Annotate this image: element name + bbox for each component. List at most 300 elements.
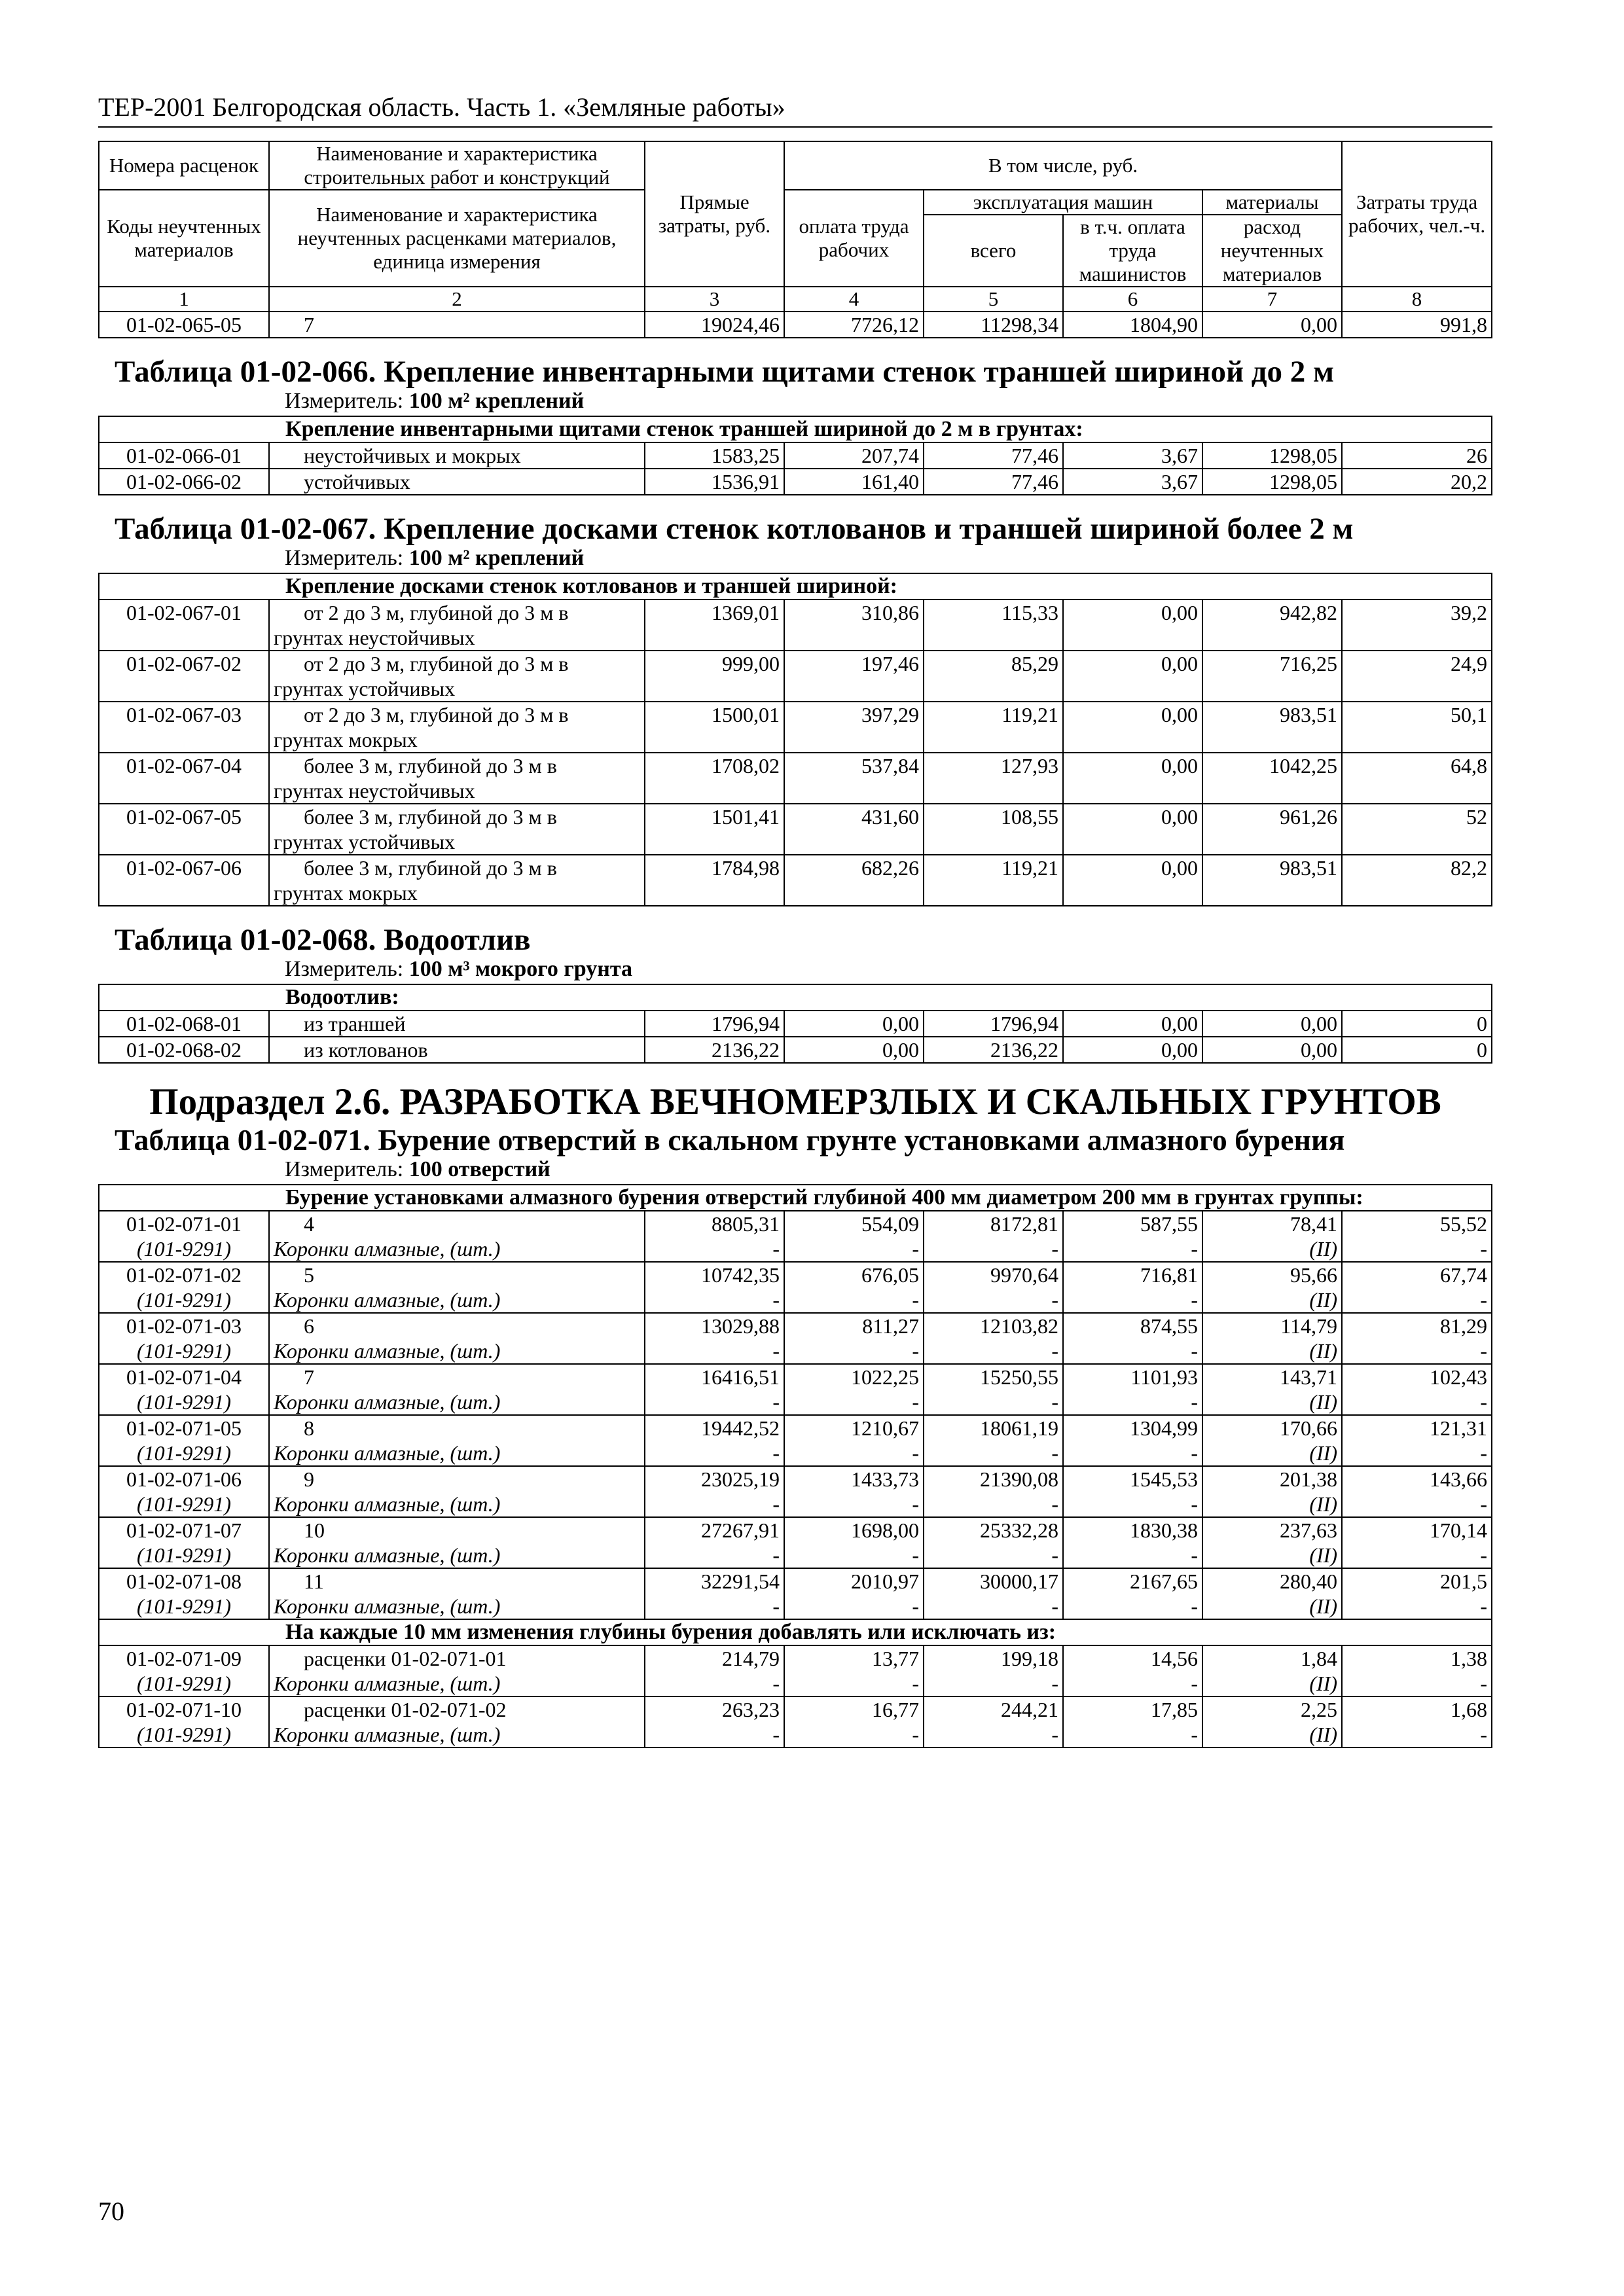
material-name: Коронки алмазные, (шт.): [269, 1390, 645, 1415]
material-usage: 0,00: [1202, 1037, 1342, 1063]
machines-total: 8172,81: [924, 1211, 1063, 1236]
material-usage: 1298,05: [1202, 442, 1342, 469]
material-usage: 961,26: [1202, 804, 1342, 855]
worker-pay: 537,84: [784, 753, 924, 804]
col-labor-hours: Затраты труда рабочих, чел.-ч.: [1342, 141, 1492, 287]
material-usage: 983,51: [1202, 702, 1342, 753]
table-row: [99, 600, 1492, 651]
material-usage: 170,66: [1202, 1415, 1342, 1441]
labor-hours: 102,43: [1342, 1364, 1492, 1390]
labor-hours: 24,9: [1342, 651, 1492, 702]
measure-unit: [99, 1155, 1492, 1185]
direct-cost: 32291,54: [645, 1568, 784, 1594]
labor-hours: 121,31: [1342, 1415, 1492, 1441]
machines-total: 77,46: [924, 469, 1063, 495]
col-including: В том числе, руб.: [784, 141, 1342, 190]
dash: -: [784, 1594, 924, 1619]
table-row: [99, 1466, 1492, 1492]
direct-cost: 8805,31: [645, 1211, 784, 1236]
section-row: [99, 1185, 1492, 1211]
rate-name-line-1: более 3 м, глубиной до 3 м в: [304, 754, 557, 778]
material-usage: 143,71: [1202, 1364, 1342, 1390]
material-usage: 0,00: [1202, 1011, 1342, 1037]
rate-name: [269, 804, 645, 855]
rate-name: 7: [269, 1364, 645, 1390]
table-row: [99, 1415, 1492, 1441]
worker-pay: 431,60: [784, 804, 924, 855]
measure-unit: [99, 387, 1492, 416]
direct-cost: 19442,52: [645, 1415, 784, 1441]
dash: -: [924, 1594, 1063, 1619]
rate-code: 01-02-071-06: [99, 1466, 269, 1492]
material-class: (II): [1202, 1671, 1342, 1696]
machinist-pay: 0,00: [1063, 702, 1202, 753]
rate-name: из котлованов: [269, 1037, 645, 1063]
dash: -: [784, 1338, 924, 1364]
dash: -: [924, 1236, 1063, 1262]
material-usage: 280,40: [1202, 1568, 1342, 1594]
material-usage: 2,25: [1202, 1696, 1342, 1722]
measure-label: Измеритель:: [285, 389, 404, 413]
rate-code: 01-02-071-02: [99, 1262, 269, 1287]
dash: -: [924, 1543, 1063, 1568]
table-row: [99, 1696, 1492, 1722]
rates-table: [98, 141, 1492, 1748]
rate-code: 01-02-071-05: [99, 1415, 269, 1441]
table-row: [99, 469, 1492, 495]
dash: -: [1063, 1236, 1202, 1262]
direct-cost: 10742,35: [645, 1262, 784, 1287]
material-name: Коронки алмазные, (шт.): [269, 1338, 645, 1364]
col-num-7: 7: [1202, 287, 1342, 312]
worker-pay: 16,77: [784, 1696, 924, 1722]
col-material-names: Наименование и характеристика неучтенных расценками материалов, единица измерения: [269, 190, 645, 287]
machines-total: 2136,22: [924, 1037, 1063, 1063]
dash: -: [784, 1492, 924, 1517]
worker-pay: 13,77: [784, 1645, 924, 1671]
measure-row: [99, 544, 1492, 573]
worker-pay: 207,74: [784, 442, 924, 469]
subsection-heading: [99, 1063, 1492, 1124]
rate-name: [269, 855, 645, 906]
col-direct-costs: Прямые затраты, руб.: [645, 141, 784, 287]
rate-code: 01-02-071-03: [99, 1313, 269, 1338]
worker-pay: 811,27: [784, 1313, 924, 1338]
material-row: [99, 1236, 1492, 1262]
col-num-2: 2: [269, 287, 645, 312]
material-name: Коронки алмазные, (шт.): [269, 1722, 645, 1748]
material-usage: 942,82: [1202, 600, 1342, 651]
dash: -: [645, 1390, 784, 1415]
material-code: (101-9291): [99, 1338, 269, 1364]
rate-code: 01-02-067-03: [99, 702, 269, 753]
machines-total: 119,21: [924, 855, 1063, 906]
rate-name: 8: [269, 1415, 645, 1441]
rate-name-line-2: грунтах устойчивых: [274, 830, 456, 853]
material-code: (101-9291): [99, 1594, 269, 1619]
rate-code: 01-02-066-02: [99, 469, 269, 495]
machines-total: 115,33: [924, 600, 1063, 651]
machines-total: 1796,94: [924, 1011, 1063, 1037]
worker-pay: 2010,97: [784, 1568, 924, 1594]
table-title-066: [99, 338, 1492, 387]
material-class: (II): [1202, 1287, 1342, 1313]
rate-name-line-2: грунтах неустойчивых: [274, 779, 475, 802]
direct-cost: 1500,01: [645, 702, 784, 753]
table-title-067: [99, 495, 1492, 544]
machines-total: 9970,64: [924, 1262, 1063, 1287]
material-class: (II): [1202, 1441, 1342, 1466]
measure-unit: [99, 544, 1492, 573]
machinist-pay: 1545,53: [1063, 1466, 1202, 1492]
dash: -: [1342, 1543, 1492, 1568]
machinist-pay: 3,67: [1063, 442, 1202, 469]
table-row: [99, 702, 1492, 753]
dash: -: [1342, 1390, 1492, 1415]
table-row: [99, 753, 1492, 804]
section-row: [99, 984, 1492, 1011]
col-material-usage: расход неучтенных материалов: [1202, 215, 1342, 287]
machinist-pay: 1101,93: [1063, 1364, 1202, 1390]
worker-pay: 1433,73: [784, 1466, 924, 1492]
worker-pay: 197,46: [784, 651, 924, 702]
section-heading: На каждые 10 мм изменения глубины бурения добавлять или исключать из:: [99, 1619, 1492, 1645]
document-page: [98, 92, 1499, 1748]
table-row: [99, 1037, 1492, 1063]
rate-code: 01-02-066-01: [99, 442, 269, 469]
rate-code: 01-02-071-07: [99, 1517, 269, 1543]
rate-code: 01-02-071-04: [99, 1364, 269, 1390]
measure-row: [99, 387, 1492, 416]
material-code: (101-9291): [99, 1722, 269, 1748]
machinist-pay: 0,00: [1063, 1037, 1202, 1063]
measure-row: [99, 955, 1492, 984]
material-usage: 114,79: [1202, 1313, 1342, 1338]
dash: -: [1342, 1492, 1492, 1517]
col-material-codes: Коды неучтенных материалов: [99, 190, 269, 287]
material-row: [99, 1287, 1492, 1313]
material-name: Коронки алмазные, (шт.): [269, 1236, 645, 1262]
direct-cost: 13029,88: [645, 1313, 784, 1338]
dash: -: [784, 1722, 924, 1748]
dash: -: [784, 1236, 924, 1262]
dash: -: [645, 1492, 784, 1517]
dash: -: [924, 1390, 1063, 1415]
labor-hours: 1,68: [1342, 1696, 1492, 1722]
material-name: Коронки алмазные, (шт.): [269, 1441, 645, 1466]
machinist-pay: 587,55: [1063, 1211, 1202, 1236]
rate-name: [269, 702, 645, 753]
material-name: Коронки алмазные, (шт.): [269, 1287, 645, 1313]
rate-code: 01-02-071-10: [99, 1696, 269, 1722]
dash: -: [1342, 1338, 1492, 1364]
machinist-pay: 17,85: [1063, 1696, 1202, 1722]
dash: -: [1063, 1671, 1202, 1696]
measure-value: 100 отверстий: [408, 1157, 550, 1181]
dash: -: [645, 1671, 784, 1696]
material-class: (II): [1202, 1338, 1342, 1364]
col-worker-pay: оплата труда рабочих: [784, 190, 924, 287]
machinist-pay: 2167,65: [1063, 1568, 1202, 1594]
dash: -: [1342, 1441, 1492, 1466]
machines-total: 244,21: [924, 1696, 1063, 1722]
col-num-3: 3: [645, 287, 784, 312]
labor-hours: 201,5: [1342, 1568, 1492, 1594]
dash: -: [1342, 1287, 1492, 1313]
material-code: (101-9291): [99, 1287, 269, 1313]
rate-code: 01-02-067-04: [99, 753, 269, 804]
machinist-pay: 0,00: [1063, 1011, 1202, 1037]
dash: -: [784, 1441, 924, 1466]
material-name: Коронки алмазные, (шт.): [269, 1543, 645, 1568]
worker-pay: 0,00: [784, 1011, 924, 1037]
rate-name-line-2: грунтах устойчивых: [274, 677, 456, 700]
machines-total: 199,18: [924, 1645, 1063, 1671]
material-usage: 983,51: [1202, 855, 1342, 906]
rate-name: [269, 651, 645, 702]
measure-row: [99, 1155, 1492, 1185]
material-row: [99, 1594, 1492, 1619]
machines-total: 11298,34: [924, 312, 1063, 338]
table-title-067-text: Таблица 01-02-067. Крепление досками стенок котлованов и траншей шириной более 2 м: [115, 512, 1354, 546]
machinist-pay: 716,81: [1063, 1262, 1202, 1287]
rate-code: 01-02-067-01: [99, 600, 269, 651]
material-class: (II): [1202, 1390, 1342, 1415]
subsection-title: Подраздел 2.6. РАЗРАБОТКА ВЕЧНОМЕРЗЛЫХ И СКАЛЬНЫХ ГРУНТОВ: [149, 1081, 1441, 1122]
labor-hours: 55,52: [1342, 1211, 1492, 1236]
dash: -: [784, 1287, 924, 1313]
material-row: [99, 1390, 1492, 1415]
labor-hours: 81,29: [1342, 1313, 1492, 1338]
machinist-pay: 0,00: [1063, 804, 1202, 855]
labor-hours: 50,1: [1342, 702, 1492, 753]
material-code: (101-9291): [99, 1671, 269, 1696]
labor-hours: 0: [1342, 1037, 1492, 1063]
col-rate-numbers: Номера расценок: [99, 141, 269, 190]
worker-pay: 1210,67: [784, 1415, 924, 1441]
material-class: (II): [1202, 1594, 1342, 1619]
direct-cost: 263,23: [645, 1696, 784, 1722]
rate-name: 10: [269, 1517, 645, 1543]
machinist-pay: 14,56: [1063, 1645, 1202, 1671]
rate-name: 9: [269, 1466, 645, 1492]
machinist-pay: 1804,90: [1063, 312, 1202, 338]
direct-cost: 1369,01: [645, 600, 784, 651]
dash: -: [1063, 1287, 1202, 1313]
dash: -: [1063, 1492, 1202, 1517]
rate-code: 01-02-068-01: [99, 1011, 269, 1037]
material-row: [99, 1492, 1492, 1517]
labor-hours: 64,8: [1342, 753, 1492, 804]
labor-hours: 39,2: [1342, 600, 1492, 651]
material-row: [99, 1338, 1492, 1364]
direct-cost: 16416,51: [645, 1364, 784, 1390]
material-usage: 1,84: [1202, 1645, 1342, 1671]
labor-hours: 143,66: [1342, 1466, 1492, 1492]
direct-cost: 214,79: [645, 1645, 784, 1671]
direct-cost: 23025,19: [645, 1466, 784, 1492]
dash: -: [645, 1441, 784, 1466]
worker-pay: 682,26: [784, 855, 924, 906]
rate-name: расценки 01-02-071-01: [269, 1645, 645, 1671]
machines-total: 85,29: [924, 651, 1063, 702]
dash: -: [1063, 1338, 1202, 1364]
machinist-pay: 874,55: [1063, 1313, 1202, 1338]
rate-name-line-2: грунтах мокрых: [274, 728, 418, 751]
table-row: [99, 1313, 1492, 1338]
rate-name: [269, 753, 645, 804]
table-row: [99, 1364, 1492, 1390]
material-row: [99, 1671, 1492, 1696]
labor-hours: 26: [1342, 442, 1492, 469]
col-num-5: 5: [924, 287, 1063, 312]
material-usage: 0,00: [1202, 312, 1342, 338]
rate-name: 4: [269, 1211, 645, 1236]
worker-pay: 0,00: [784, 1037, 924, 1063]
machinist-pay: 0,00: [1063, 855, 1202, 906]
direct-cost: 999,00: [645, 651, 784, 702]
material-class: (II): [1202, 1722, 1342, 1748]
machines-total: 18061,19: [924, 1415, 1063, 1441]
table-title-068: [99, 906, 1492, 955]
section-row: [99, 416, 1492, 442]
page-number: 70: [98, 2197, 124, 2226]
direct-cost: 1501,41: [645, 804, 784, 855]
rate-code: 01-02-068-02: [99, 1037, 269, 1063]
measure-unit: [99, 955, 1492, 984]
direct-cost: 19024,46: [645, 312, 784, 338]
rate-code: 01-02-067-02: [99, 651, 269, 702]
section-heading: Крепление досками стенок котлованов и траншей шириной:: [99, 573, 1492, 600]
table-row: [99, 855, 1492, 906]
material-row: [99, 1441, 1492, 1466]
machinist-pay: 1830,38: [1063, 1517, 1202, 1543]
dash: -: [924, 1492, 1063, 1517]
col-num-1: 1: [99, 287, 269, 312]
worker-pay: 397,29: [784, 702, 924, 753]
material-row: [99, 1722, 1492, 1748]
table-title-066-text: Таблица 01-02-066. Крепление инвентарными щитами стенок траншей шириной до 2 м: [115, 355, 1335, 389]
dash: -: [1063, 1594, 1202, 1619]
rate-code: 01-02-067-06: [99, 855, 269, 906]
dash: -: [1063, 1722, 1202, 1748]
col-work-name: Наименование и характеристика строительных работ и конструкций: [269, 141, 645, 190]
running-header: ТЕР-2001 Белгородская область. Часть 1. «Земляные работы»: [98, 92, 1492, 128]
machines-total: 12103,82: [924, 1313, 1063, 1338]
rate-name-line-1: более 3 м, глубиной до 3 м в: [304, 805, 557, 829]
machines-total: 30000,17: [924, 1568, 1063, 1594]
machines-total: 77,46: [924, 442, 1063, 469]
rate-name: 11: [269, 1568, 645, 1594]
rate-name-line-1: более 3 м, глубиной до 3 м в: [304, 856, 557, 880]
worker-pay: 1022,25: [784, 1364, 924, 1390]
rate-name-line-1: от 2 до 3 м, глубиной до 3 м в: [304, 601, 569, 624]
labor-hours: 52: [1342, 804, 1492, 855]
material-usage: 237,63: [1202, 1517, 1342, 1543]
table-row: [99, 1568, 1492, 1594]
machinist-pay: 3,67: [1063, 469, 1202, 495]
machines-total: 25332,28: [924, 1517, 1063, 1543]
dash: -: [645, 1722, 784, 1748]
dash: -: [784, 1671, 924, 1696]
worker-pay: 554,09: [784, 1211, 924, 1236]
direct-cost: 1536,91: [645, 469, 784, 495]
col-machines: эксплуатация машин: [924, 190, 1202, 215]
section-row: [99, 573, 1492, 600]
rate-name-line-2: грунтах мокрых: [274, 881, 418, 905]
rate-code: 01-02-071-01: [99, 1211, 269, 1236]
measure-label: Измеритель:: [285, 546, 404, 570]
material-usage: 716,25: [1202, 651, 1342, 702]
table-title-071-text: Таблица 01-02-071. Бурение отверстий в скальном грунте установками алмазного бурения: [115, 1123, 1345, 1157]
material-code: (101-9291): [99, 1441, 269, 1466]
labor-hours: 170,14: [1342, 1517, 1492, 1543]
table-row: [99, 1211, 1492, 1236]
direct-cost: 1583,25: [645, 442, 784, 469]
table-row: [99, 312, 1492, 338]
direct-cost: 1784,98: [645, 855, 784, 906]
material-class: (II): [1202, 1492, 1342, 1517]
material-usage: 201,38: [1202, 1466, 1342, 1492]
rate-name: 6: [269, 1313, 645, 1338]
machinist-pay: 0,00: [1063, 651, 1202, 702]
dash: -: [1063, 1441, 1202, 1466]
worker-pay: 7726,12: [784, 312, 924, 338]
material-usage: 1042,25: [1202, 753, 1342, 804]
machines-total: 108,55: [924, 804, 1063, 855]
machines-total: 21390,08: [924, 1466, 1063, 1492]
dash: -: [1063, 1543, 1202, 1568]
table-row: [99, 442, 1492, 469]
dash: -: [1342, 1236, 1492, 1262]
material-name: Коронки алмазные, (шт.): [269, 1492, 645, 1517]
measure-label: Измеритель:: [285, 1157, 404, 1181]
rate-code: 01-02-071-08: [99, 1568, 269, 1594]
machinist-pay: 1304,99: [1063, 1415, 1202, 1441]
table-row: [99, 1262, 1492, 1287]
dash: -: [784, 1543, 924, 1568]
labor-hours: 82,2: [1342, 855, 1492, 906]
section-row: [99, 1619, 1492, 1645]
col-num-8: 8: [1342, 287, 1492, 312]
dash: -: [924, 1722, 1063, 1748]
section-heading: Водоотлив:: [99, 984, 1492, 1011]
labor-hours: 67,74: [1342, 1262, 1492, 1287]
worker-pay: 161,40: [784, 469, 924, 495]
direct-cost: 1796,94: [645, 1011, 784, 1037]
dash: -: [924, 1287, 1063, 1313]
machinist-pay: 0,00: [1063, 600, 1202, 651]
table-title-068-text: Таблица 01-02-068. Водоотлив: [115, 923, 531, 957]
col-machines-total: всего: [924, 215, 1063, 287]
worker-pay: 1698,00: [784, 1517, 924, 1543]
rate-name: 5: [269, 1262, 645, 1287]
material-class: (II): [1202, 1543, 1342, 1568]
machinist-pay: 0,00: [1063, 753, 1202, 804]
direct-cost: 27267,91: [645, 1517, 784, 1543]
dash: -: [924, 1441, 1063, 1466]
rate-name-line-1: от 2 до 3 м, глубиной до 3 м в: [304, 652, 569, 675]
direct-cost: 1708,02: [645, 753, 784, 804]
table-title-071: [99, 1124, 1492, 1155]
dash: -: [1342, 1671, 1492, 1696]
labor-hours: 1,38: [1342, 1645, 1492, 1671]
measure-value: 100 м² креплений: [408, 389, 585, 413]
rate-name: [269, 600, 645, 651]
machines-total: 127,93: [924, 753, 1063, 804]
labor-hours: 991,8: [1342, 312, 1492, 338]
dash: -: [1063, 1390, 1202, 1415]
